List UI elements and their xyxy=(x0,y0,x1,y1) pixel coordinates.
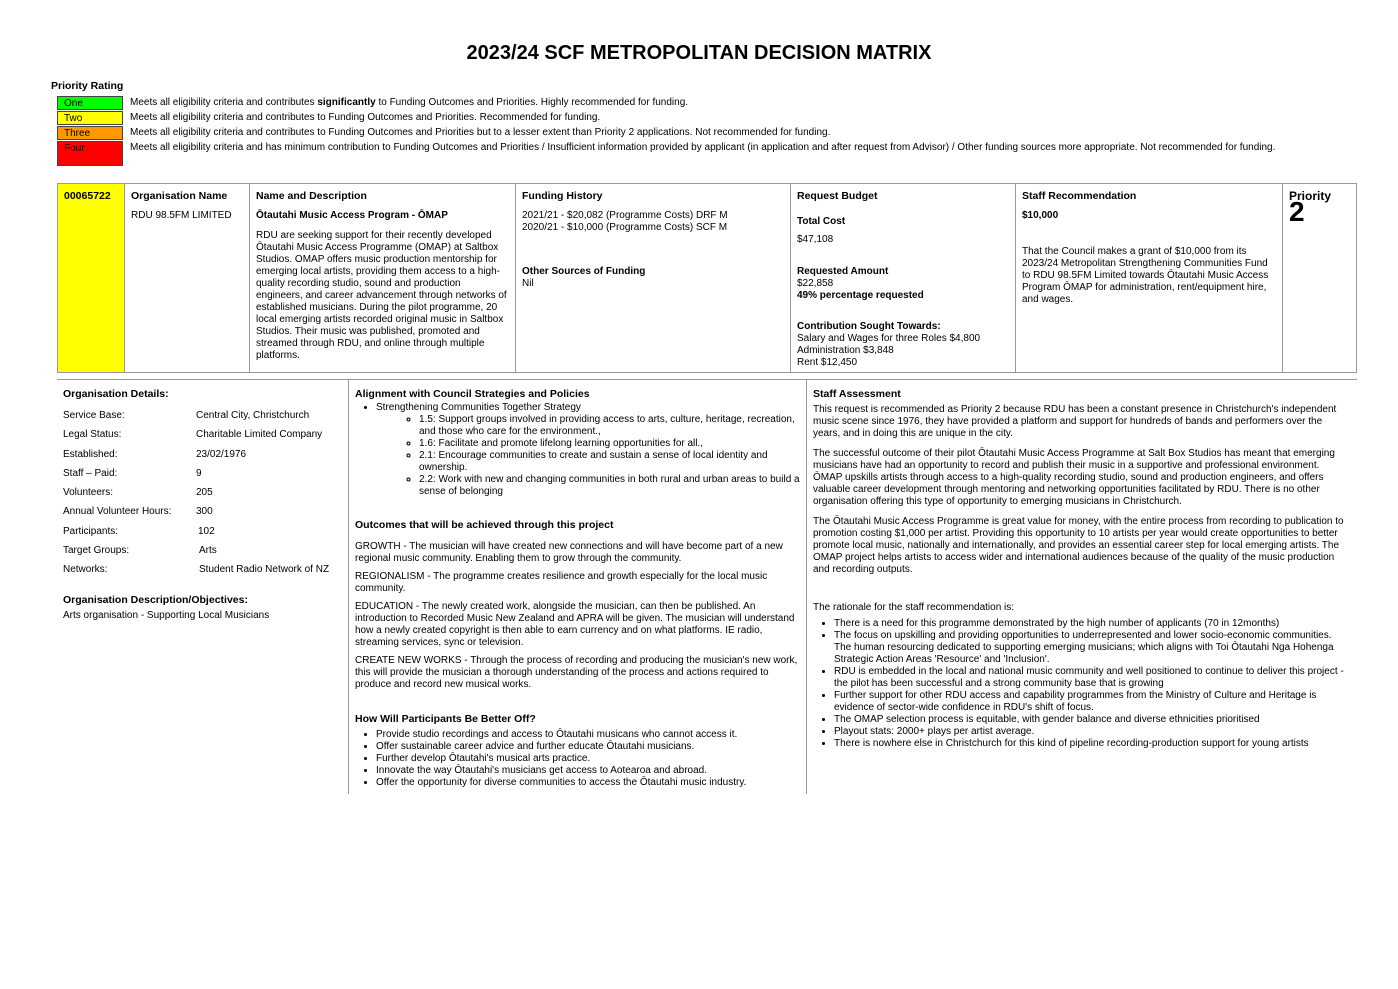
organisation-name-header: Organisation Name xyxy=(131,190,228,202)
project-name: Ōtautahi Music Access Program - ŌMAP xyxy=(256,210,448,221)
priority-text-four: Meets all eligibility criteria and has minimum contribution to Funding Outcomes and Priorities / Insufficient information provided by applicant (in application and after request from Advisor) / Other funding sources more appropriate. Not recommended for funding. xyxy=(130,142,1276,153)
organisation-details-column xyxy=(57,380,348,794)
detail-row: Target Groups: Arts xyxy=(63,545,217,557)
alignment-column xyxy=(348,380,807,794)
rationale-intro: The rationale for the staff recommendation is: xyxy=(813,602,1015,613)
assessment-paragraph: This request is recommended as Priority 2 because RDU has been a constant presence in Christchurch's independent music scene since 1976, they have provided a platform and support for hundreds of bands and performers over the years, and in doing this are unique in the city. xyxy=(813,404,1337,439)
priority-swatch-four: Four xyxy=(57,141,123,166)
funding-history-item: 2020/21 - $10,000 (Programme Costs) SCF M xyxy=(522,222,728,233)
organisation-details-header: Organisation Details: xyxy=(63,388,169,400)
detail-row: Service Base: Central City, Christchurch xyxy=(63,410,310,421)
organisation-name-cell xyxy=(125,184,250,372)
application-summary-table xyxy=(57,183,1357,373)
detail-row: Networks: Student Radio Network of NZ xyxy=(63,564,330,576)
contribution-item: Salary and Wages for three Roles $4,800 xyxy=(797,333,981,344)
rationale-item: • The focus on upskilling and providing opportunities to underrepresented and lower socio-economic communities. The human resourcing dedicated to supporting emerging musicians; which aligns with Toi Ōtautahi Nga Hohenga Strategic Action Areas 'Resource' and 'Inclusion'. xyxy=(834,630,1351,666)
staff-assessment-column xyxy=(807,380,1357,794)
page-title: 2023/24 SCF METROPOLITAN DECISION MATRIX xyxy=(466,42,932,64)
total-cost-label: Total Cost xyxy=(797,216,846,227)
priority-row-one xyxy=(57,96,1307,111)
outcomes-header: Outcomes that will be achieved through this project xyxy=(355,519,614,531)
strategy-sub-item: ◦ 1.6: Facilitate and promote lifelong learning opportunities for all., xyxy=(419,438,800,450)
better-off-list xyxy=(355,729,800,789)
rationale-item: • Further support for other RDU access and capability programmes from the Ministry of Culture and Heritage is evidence of sector-wide confidence in RDU's shift of focus. xyxy=(834,690,1351,714)
outcome-paragraph: CREATE NEW WORKS - Through the process of recording and producing the musician's new work, this will provide the musician a thorough understanding of the process and actions required to produce and record new musical works. xyxy=(355,655,798,690)
project-description: RDU are seeking support for their recently developed Ōtautahi Music Access Programme (OMAP) at Saltbox Studios. OMAP offers music production mentorship for emerging local artists, providing them access to a high-quality recording studio, sound and production engineers, and career advancement through networks of established musicians. During the pilot programme, 20 local emerging artists recorded original music in Saltbox Studios. Their music was published, promoted and streamed through RDU, and online through multiple platforms. xyxy=(256,230,507,361)
organisation-name: RDU 98.5FM LIMITED xyxy=(131,210,232,221)
staff-assessment-header: Staff Assessment xyxy=(813,388,901,400)
priority-row-two xyxy=(57,111,1307,126)
application-id-cell xyxy=(58,184,125,372)
rationale-item: • Playout stats: 2000+ plays per artist average. xyxy=(834,726,1351,738)
rationale-item: • RDU is embedded in the local and national music community and well positioned to continue to deliver this project - the pilot has been successful and a strong community base that is growing xyxy=(834,666,1351,690)
assessment-paragraph: The successful outcome of their pilot Ōtautahi Music Access Programme at Salt Box Studios has meant that emerging musicians have had an opportunity to record and publish their music in a supportive and professional environment. ŌMAP upskills artists through access to a high-quality recording studio, sound and production engineers, and offers valuable career development through mentoring and networking opportunities facilitated by RDU. There is no other organisation offering this type of opportunity to emerging musicians in Christchurch. xyxy=(813,448,1335,507)
priority-rating-legend xyxy=(57,96,1307,166)
request-budget-cell xyxy=(791,184,1016,372)
request-budget-header: Request Budget xyxy=(797,190,878,202)
detail-row: Participants: 102 xyxy=(63,525,215,537)
contribution-label: Contribution Sought Towards: xyxy=(797,321,941,332)
strategy-sub-item: ◦ 2.2: Work with new and changing communities in both rural and urban areas to build a sense of belonging xyxy=(419,474,800,498)
rationale-item: • There is a need for this programme demonstrated by the high number of applicants (70 in 12months) xyxy=(834,618,1351,630)
organisation-description-header: Organisation Description/Objectives: xyxy=(63,593,248,606)
other-sources-label: Other Sources of Funding xyxy=(522,266,646,277)
better-off-item: • Further develop Ōtautahi's musical arts practice. xyxy=(376,753,800,765)
priority-header: Priority xyxy=(1289,189,1332,203)
application-id: 00065722 xyxy=(64,190,111,202)
percentage-requested: 49% percentage requested xyxy=(797,290,924,301)
funding-history-item: 2021/21 - $20,082 (Programme Costs) DRF M xyxy=(522,210,728,221)
staff-recommendation-header: Staff Recommendation xyxy=(1022,190,1137,202)
priority-cell xyxy=(1283,184,1356,372)
better-off-item: • Offer the opportunity for diverse communities to access the Ōtautahi music industry. xyxy=(376,777,800,789)
contribution-item: Rent $12,450 xyxy=(797,357,858,368)
funding-history-header: Funding History xyxy=(522,190,603,202)
requested-amount-value: $22,858 xyxy=(797,278,834,289)
priority-row-three xyxy=(57,126,1307,141)
funding-history-cell xyxy=(516,184,791,372)
strategy-sub-item: ◦ 2.1: Encourage communities to create and sustain a sense of local identity and ownership. xyxy=(419,450,800,474)
contribution-item: Administration $3,848 xyxy=(797,345,894,356)
priority-row-four xyxy=(57,141,1307,166)
better-off-header: How Will Participants Be Better Off? xyxy=(355,713,536,725)
outcome-paragraph: GROWTH - The musician will have created new connections and will have become part of a new regional music community. Enabling them to grow through the community. xyxy=(355,541,783,564)
better-off-item: • Offer sustainable career advice and further educate Ōtautahi musicians. xyxy=(376,741,800,753)
priority-value: 2 xyxy=(1289,196,1305,227)
rationale-item: • The OMAP selection process is equitable, with gender balance and diverse ethnicities prioritised xyxy=(834,714,1351,726)
staff-recommendation-cell xyxy=(1016,184,1283,372)
strategy-item: • Strengthening Communities Together Strategy xyxy=(376,402,800,414)
priority-swatch-two: Two xyxy=(57,111,123,125)
total-cost-value: $47,108 xyxy=(797,234,834,245)
better-off-item: • Innovate the way Ōtautahi's musicians get access to Aotearoa and abroad. xyxy=(376,765,800,777)
rationale-item: • There is nowhere else in Christchurch for this kind of pipeline recording-production support for young artists xyxy=(834,738,1351,750)
detail-row: Volunteers: 205 xyxy=(63,487,213,499)
detail-row: Established: 23/02/1976 xyxy=(63,448,247,460)
priority-text-three: Meets all eligibility criteria and contributes to Funding Outcomes and Priorities but to a lesser extent than Priority 2 applications. Not recommended for funding. xyxy=(130,127,831,138)
outcome-paragraph: REGIONALISM - The programme creates resilience and growth especially for the local music community. xyxy=(355,571,768,594)
staff-recommendation-text: That the Council makes a grant of $10,000 from its 2023/24 Metropolitan Strengthening Communities Fund to RDU 98.5FM Limited towards Ōtautahi Music Access Program ŌMAP for administration, rent/equipment hire, and wages. xyxy=(1022,246,1269,305)
staff-recommendation-amount: $10,000 xyxy=(1022,210,1059,221)
outcome-paragraph: EDUCATION - The newly created work, alongside the musician, can then be published. An introduction to Recorded Music New Zealand and APRA will be given. The musician will understand how a newly created copyright is then able to earn currency and on what platforms. IE radio, streaming services, sync or television. xyxy=(355,601,795,648)
priority-swatch-three: Three xyxy=(57,126,123,140)
strategy-sub-list xyxy=(355,414,800,498)
detail-row: Staff – Paid: 9 xyxy=(63,467,202,479)
alignment-header: Alignment with Council Strategies and Policies xyxy=(355,388,590,400)
priority-text-one: Meets all eligibility criteria and contributes significantly to Funding Outcomes and Priorities. Highly recommended for funding. xyxy=(130,97,689,108)
requested-amount-label: Requested Amount xyxy=(797,266,889,277)
strategy-sub-item: ◦ 1.5: Support groups involved in providing access to arts, culture, heritage, recreation, and those who care for the environment., xyxy=(419,414,800,438)
better-off-item: • Provide studio recordings and access to Ōtautahi musicans who cannot access it. xyxy=(376,729,800,741)
other-sources-value: Nil xyxy=(522,278,534,289)
project-description-header: Name and Description xyxy=(256,190,367,202)
project-description-cell xyxy=(250,184,516,372)
rationale-list xyxy=(813,618,1351,750)
priority-rating-label: Priority Rating xyxy=(51,80,124,92)
details-section xyxy=(57,379,1357,794)
priority-swatch-one: One xyxy=(57,96,123,110)
strategy-list xyxy=(355,402,800,414)
organisation-description: Arts organisation - Supporting Local Musicians xyxy=(63,609,270,621)
detail-row: Legal Status: Charitable Limited Company xyxy=(63,429,323,441)
detail-row: Annual Volunteer Hours: 300 xyxy=(63,506,213,518)
assessment-paragraph: The Ōtautahi Music Access Programme is great value for money, with the entire process from recording to publication to promotion costing $1,000 per artist. Providing this opportunity to 10 artists per year would create opportunities to better promote local music, nationally and internationally, and provides an essential career step for local emerging artists. The OMAP project helps artists to access wider and international audiences because of the quality of the music production and recording outputs. xyxy=(813,516,1344,575)
priority-text-two: Meets all eligibility criteria and contributes to Funding Outcomes and Priorities. Recommended for funding. xyxy=(130,112,601,123)
